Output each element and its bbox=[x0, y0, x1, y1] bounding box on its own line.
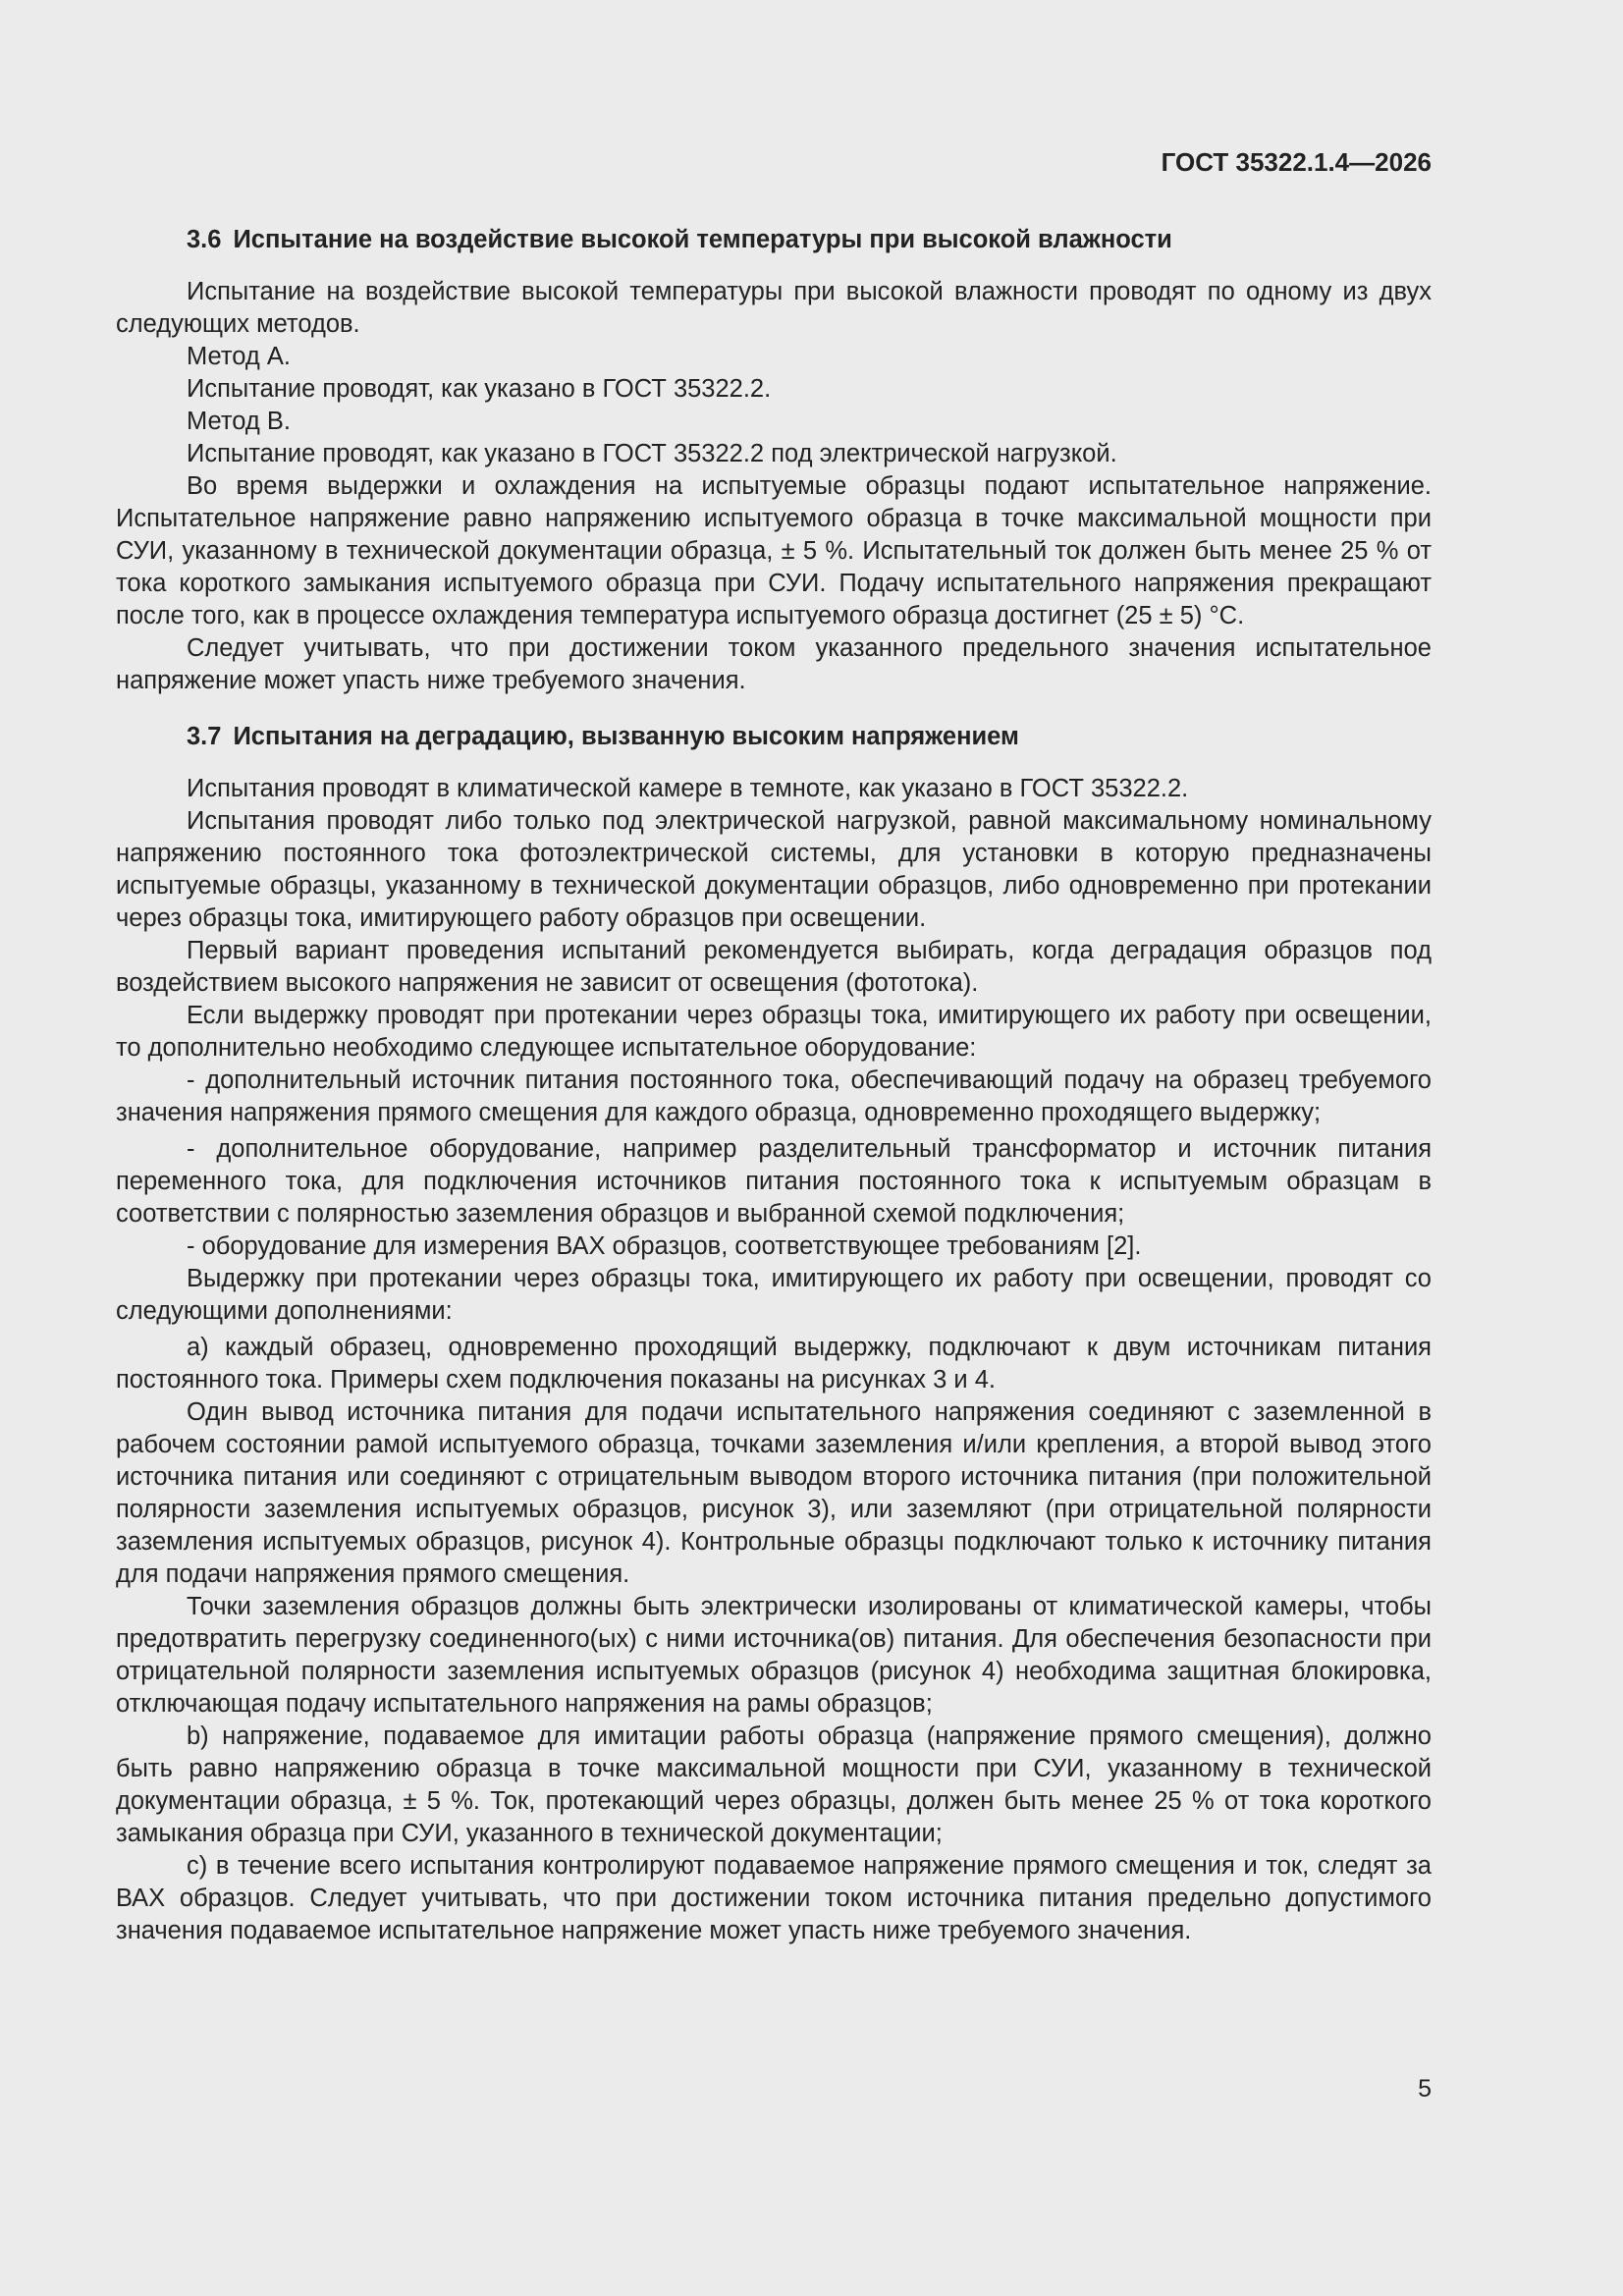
paragraph: Испытания проводят либо только под электрической нагрузкой, равной максимальному номинальному напряжению постоянного тока фотоэлектрической системы, для установки в которую предназначены испытуемые образцы, указанному в технической документации образцов, либо одновременно при протекании через образцы тока, имитирующего работу образцов при освещении. bbox=[116, 807, 1432, 932]
paragraph: Испытание проводят, как указано в ГОСТ 35322.2 под электрической нагрузкой. bbox=[187, 440, 1117, 467]
paragraph: Первый вариант проведения испытаний рекомендуется выбирать, когда деградация образцов под воздействием высокого напряжения не зависит от освещения (фототока). bbox=[116, 937, 1432, 997]
list-item: с) в течение всего испытания контролируют подаваемое напряжение прямого смещения и ток, следят за ВАХ образцов. Следует учитывать, что при достижении током источника питания предельно допустимого значения подаваемое испытательное напряжение может упасть ниже требуемого значения. bbox=[116, 1852, 1432, 1944]
paragraph: Если выдержку проводят при протекании через образцы тока, имитирующего их работу при освещении, то дополнительно необходимо следующее испытательное оборудование: bbox=[116, 1002, 1432, 1062]
list-item: - дополнительное оборудование, например разделительный трансформатор и источник питания переменного тока, для подключения источников питания постоянного тока к испытуемым образцам в соответствии с полярностью заземления образцов и выбранной схемой подключения; bbox=[116, 1135, 1432, 1228]
paragraph: Метод В. bbox=[187, 408, 291, 435]
section-3-6-heading bbox=[116, 224, 1432, 256]
list-item: - дополнительный источник питания постоянного тока, обеспечивающий подачу на образец требуемого значения напряжения прямого смещения для каждого образца, одновременно проходящего выдержку; bbox=[116, 1066, 1432, 1126]
paragraph: Метод А. bbox=[187, 343, 291, 370]
list-item: b) напряжение, подаваемое для имитации работы образца (напряжение прямого смещения), должно быть равно напряжению образца в точке максимальной мощности при СУИ, указанному в технической документации образца, ± 5 %. Ток, протекающий через образцы, должен быть менее 25 % от тока короткого замыкания образца при СУИ, указанного в технической документации; bbox=[116, 1722, 1432, 1847]
document-header: ГОСТ 35322.1.4—2026 bbox=[1161, 147, 1432, 177]
list-item: а) каждый образец, одновременно проходящий выдержку, подключают к двум источникам питания постоянного тока. Примеры схем подключения показаны на рисунках 3 и 4. bbox=[116, 1334, 1432, 1394]
section-title: Испытание на воздействие высокой температуры при высокой влажности bbox=[233, 226, 1172, 253]
paragraph: Один вывод источника питания для подачи испытательного напряжения соединяют с заземленной в рабочем состоянии рамой испытуемого образца, точками заземления и/или крепления, а второй вывод этого источника питания или соединяют с отрицательным выводом второго источника питания (при положительной полярности заземления испытуемых образцов, рисунок 3), или заземляют (при отрицательной полярности заземления испытуемых образцов, рисунок 4). Контрольные образцы подключают только к источнику питания для подачи напряжения прямого смещения. bbox=[116, 1398, 1432, 1588]
paragraph: Испытание проводят, как указано в ГОСТ 35322.2. bbox=[187, 375, 772, 403]
page-content bbox=[116, 224, 1432, 1947]
paragraph: Следует учитывать, что при достижении током указанного предельного значения испытательное напряжение может упасть ниже требуемого значения. bbox=[116, 634, 1432, 694]
section-number: 3.6 bbox=[187, 226, 222, 253]
paragraph: Точки заземления образцов должны быть электрически изолированы от климатической камеры, чтобы предотвратить перегрузку соединенного(ых) с ними источника(ов) питания. Для обеспечения безопасности при отрицательной полярности заземления испытуемых образцов (рисунок 4) необходима защитная блокировка, отключающая подачу испытательного напряжения на рамы образцов; bbox=[116, 1593, 1432, 1718]
paragraph: Выдержку при протекании через образцы тока, имитирующего их работу при освещении, проводят со следующими дополнениями: bbox=[116, 1265, 1432, 1325]
paragraph: Испытания проводят в климатической камере в темноте, как указано в ГОСТ 35322.2. bbox=[187, 775, 1189, 802]
paragraph: Испытание на воздействие высокой температуры при высокой влажности проводят по одному из двух следующих методов. bbox=[116, 278, 1432, 338]
page-number: 5 bbox=[1418, 2075, 1432, 2103]
paragraph: Во время выдержки и охлаждения на испытуемые образцы подают испытательное напряжение. Испытательное напряжение равно напряжению испытуемого образца в точке максимальной мощности при СУИ, указанному в технической документации образца, ± 5 %. Испытательный ток должен быть менее 25 % от тока короткого замыкания испытуемого образца при СУИ. Подачу испытательного напряжения прекращают после того, как в процессе охлаждения температура испытуемого образца достигнет (25 ± 5) °С. bbox=[116, 472, 1432, 629]
section-title: Испытания на деградацию, вызванную высоким напряжением bbox=[233, 723, 1019, 750]
section-number: 3.7 bbox=[187, 723, 222, 750]
list-item: - оборудование для измерения ВАХ образцов, соответствующее требованиям [2]. bbox=[187, 1232, 1142, 1260]
section-3-7-heading bbox=[116, 721, 1432, 753]
